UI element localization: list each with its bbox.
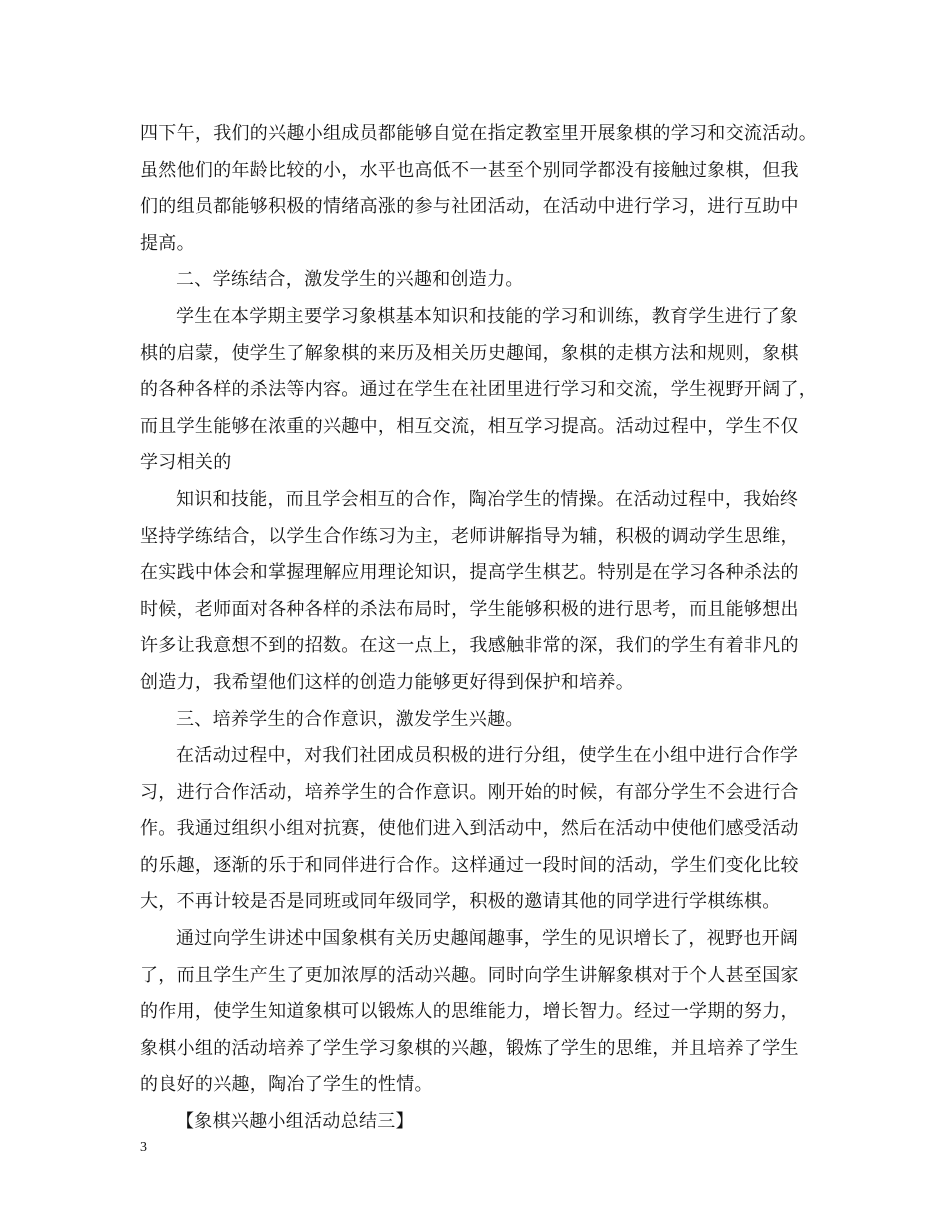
text-line: 的良好的兴趣，陶冶了学生的性情。: [140, 1074, 433, 1096]
text-line: 创造力，我希望他们这样的创造力能够更好得到保护和培养。: [140, 671, 635, 693]
text-line: 学习相关的: [140, 452, 232, 474]
text-line: 的各种各样的杀法等内容。通过在学生在社团里进行学习和交流，学生视野开阔了，: [140, 379, 818, 401]
text-line: 大，不再计较是否是同班或同年级同学，积极的邀请其他的同学进行学棋练棋。: [140, 891, 781, 913]
text-line: 在活动过程中，对我们社团成员积极的进行分组，使学生在小组中进行合作学: [176, 745, 799, 767]
text-line: 的作用，使学生知道象棋可以锻炼人的思维能力，增长智力。经过一学期的努力，: [140, 1001, 799, 1023]
text-line: 的乐趣，逐渐的乐于和同伴进行合作。这样通过一段时间的活动，学生们变化比较: [140, 854, 799, 876]
text-line: 四下午，我们的兴趣小组成员都能够自觉在指定教室里开展象棋的学习和交流活动。: [140, 123, 818, 144]
text-line: 坚持学练结合，以学生合作练习为主，老师讲解指导为辅，积极的调动学生思维，: [140, 525, 799, 547]
text-line: 习，进行合作活动，培养学生的合作意识。刚开始的时候，有部分学生不会进行合: [140, 781, 799, 803]
body-text: [140, 116, 830, 1141]
text-line: 时候，老师面对各种各样的杀法布局时，学生能够积极的进行思考，而且能够想出: [140, 598, 799, 620]
text-line: 了，而且学生产生了更加浓厚的活动兴趣。同时向学生讲解象棋对于个人甚至国家: [140, 964, 799, 986]
section-heading: 二、学练结合，激发学生的兴趣和创造力。: [176, 269, 524, 291]
text-line: 象棋小组的活动培养了学生学习象棋的兴趣，锻炼了学生的思维，并且培养了学生: [140, 1037, 799, 1059]
text-line: 棋的启蒙，使学生了解象棋的来历及相关历史趣闻，象棋的走棋方法和规则，象棋: [140, 342, 799, 364]
text-line: 提高。: [140, 232, 195, 254]
text-line: 通过向学生讲述中国象棋有关历史趣闻趣事，学生的见识增长了，视野也开阔: [176, 928, 799, 950]
section-heading: 【象棋兴趣小组活动总结三】: [176, 1111, 414, 1133]
text-line: 而且学生能够在浓重的兴趣中，相互交流，相互学习提高。活动过程中，学生不仅: [140, 415, 799, 437]
page-number: 3: [140, 1140, 147, 1155]
text-line: 们的组员都能够积极的情绪高涨的参与社团活动，在活动中进行学习，进行互助中: [140, 196, 799, 218]
text-line: 许多让我意想不到的招数。在这一点上，我感触非常的深，我们的学生有着非凡的: [140, 635, 799, 657]
text-line: 知识和技能，而且学会相互的合作，陶冶学生的情操。在活动过程中，我始终: [176, 488, 799, 510]
section-heading: 三、培养学生的合作意识，激发学生兴趣。: [176, 708, 524, 730]
text-line: 作。我通过组织小组对抗赛，使他们进入到活动中，然后在活动中使他们感受活动: [140, 818, 799, 840]
text-line: 虽然他们的年龄比较的小，水平也高低不一甚至个别同学都没有接触过象棋，但我: [140, 159, 799, 181]
text-line: 学生在本学期主要学习象棋基本知识和技能的学习和训练，教育学生进行了象: [176, 305, 799, 327]
text-line: 在实践中体会和掌握理解应用理论知识，提高学生棋艺。特别是在学习各种杀法的: [140, 562, 799, 584]
